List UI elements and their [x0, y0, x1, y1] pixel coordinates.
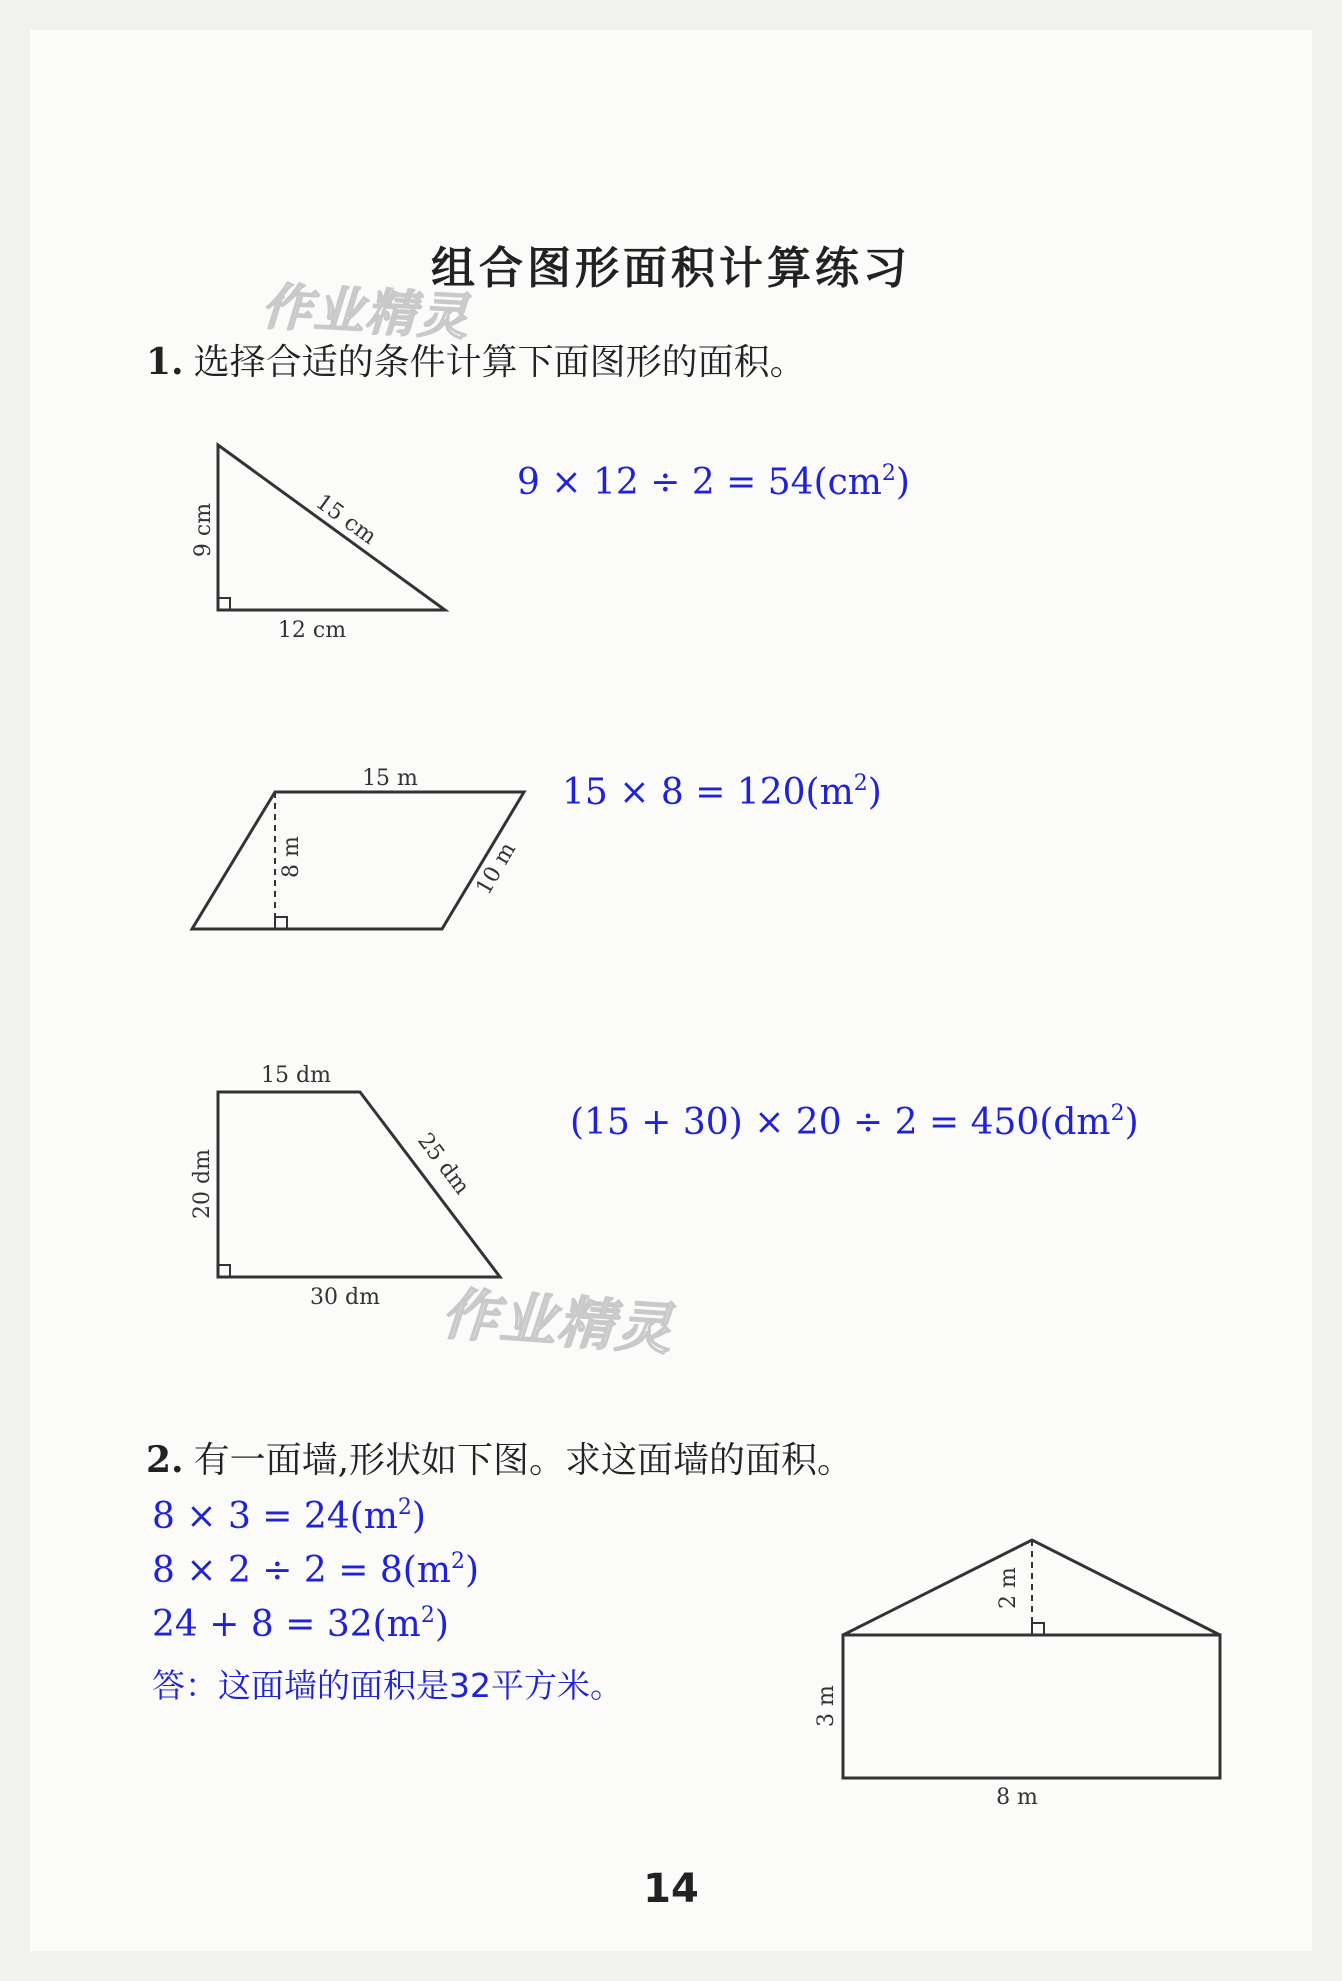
page-number: 14 — [643, 1866, 699, 1912]
triangle-figure — [180, 435, 470, 645]
parallelogram-side-label: 10 m — [471, 838, 522, 900]
parallelogram-height-label: 8 m — [279, 836, 304, 878]
q2-conclusion: 答：这面墙的面积是32平方米。 — [152, 1666, 623, 1705]
wall-base-label: 8 m — [996, 1785, 1038, 1810]
triangle-height-label: 9 cm — [191, 502, 216, 558]
right-angle-mark — [275, 917, 287, 929]
trapezoid-answer-close: ) — [1124, 1102, 1139, 1143]
watermark-middle: 作业精灵 — [439, 1281, 676, 1364]
trapezoid-figure — [180, 1050, 520, 1310]
q2-answer-line-2 — [152, 1550, 479, 1591]
parallelogram-shape — [192, 792, 524, 929]
question-1-number: 1. — [146, 341, 184, 383]
triangle-hypotenuse-label: 15 cm — [310, 489, 381, 550]
question-1 — [146, 334, 806, 385]
question-2-text: 有一面墙,形状如下图。求这面墙的面积。 — [193, 1440, 854, 1481]
question-1-text: 选择合适的条件计算下面图形的面积。 — [193, 342, 806, 383]
superscript: 2 — [881, 461, 896, 486]
superscript: 2 — [420, 1603, 435, 1628]
parallelogram-answer-close: ) — [867, 772, 882, 813]
superscript: 2 — [450, 1549, 465, 1574]
wall-figure — [805, 1530, 1245, 1815]
question-2 — [146, 1432, 853, 1483]
right-angle-mark — [218, 598, 230, 610]
triangle-shape — [218, 445, 445, 610]
q2-line-1-close: ) — [411, 1496, 426, 1537]
right-angle-mark — [218, 1265, 230, 1277]
q2-answer-line-3 — [152, 1604, 449, 1645]
parallelogram-answer — [562, 772, 882, 813]
q2-line-2-close: ) — [464, 1550, 479, 1591]
q2-line-3-close: ) — [434, 1604, 449, 1645]
triangle-answer-expr: 9 × 12 ÷ 2 = 54(cm — [517, 462, 882, 503]
page-title: 组合图形面积计算练习 — [431, 243, 911, 294]
parallelogram-figure — [180, 757, 540, 942]
trapezoid-answer-expr: (15 + 30) × 20 ÷ 2 = 450(dm — [570, 1102, 1111, 1143]
q2-line-3-expr: 24 + 8 = 32(m — [152, 1604, 421, 1645]
wall-roof-height-label: 2 m — [996, 1567, 1021, 1609]
triangle-answer-close: ) — [895, 462, 910, 503]
trapezoid-answer — [570, 1102, 1139, 1143]
q2-line-1-expr: 8 × 3 = 24(m — [152, 1496, 398, 1537]
triangle-base-label: 12 cm — [277, 618, 347, 643]
parallelogram-answer-expr: 15 × 8 = 120(m — [562, 772, 854, 813]
superscript: 2 — [397, 1495, 412, 1520]
wall-height-label: 3 m — [814, 1685, 839, 1727]
superscript: 2 — [853, 771, 868, 796]
q2-line-2-expr: 8 × 2 ÷ 2 = 8(m — [152, 1550, 451, 1591]
wall-rectangle — [843, 1635, 1220, 1778]
trapezoid-height-label: 20 dm — [190, 1149, 215, 1219]
triangle-answer — [517, 462, 910, 503]
superscript: 2 — [1110, 1101, 1125, 1126]
parallelogram-top-label: 15 m — [362, 766, 418, 791]
trapezoid-side-label: 25 dm — [412, 1128, 475, 1200]
watermark-top: 作业精灵 — [260, 277, 472, 347]
q2-answer-line-1 — [152, 1496, 426, 1537]
trapezoid-base-label: 30 dm — [310, 1285, 380, 1310]
trapezoid-top-label: 15 dm — [261, 1063, 331, 1088]
right-angle-mark — [1032, 1623, 1044, 1635]
question-2-number: 2. — [146, 1439, 184, 1481]
